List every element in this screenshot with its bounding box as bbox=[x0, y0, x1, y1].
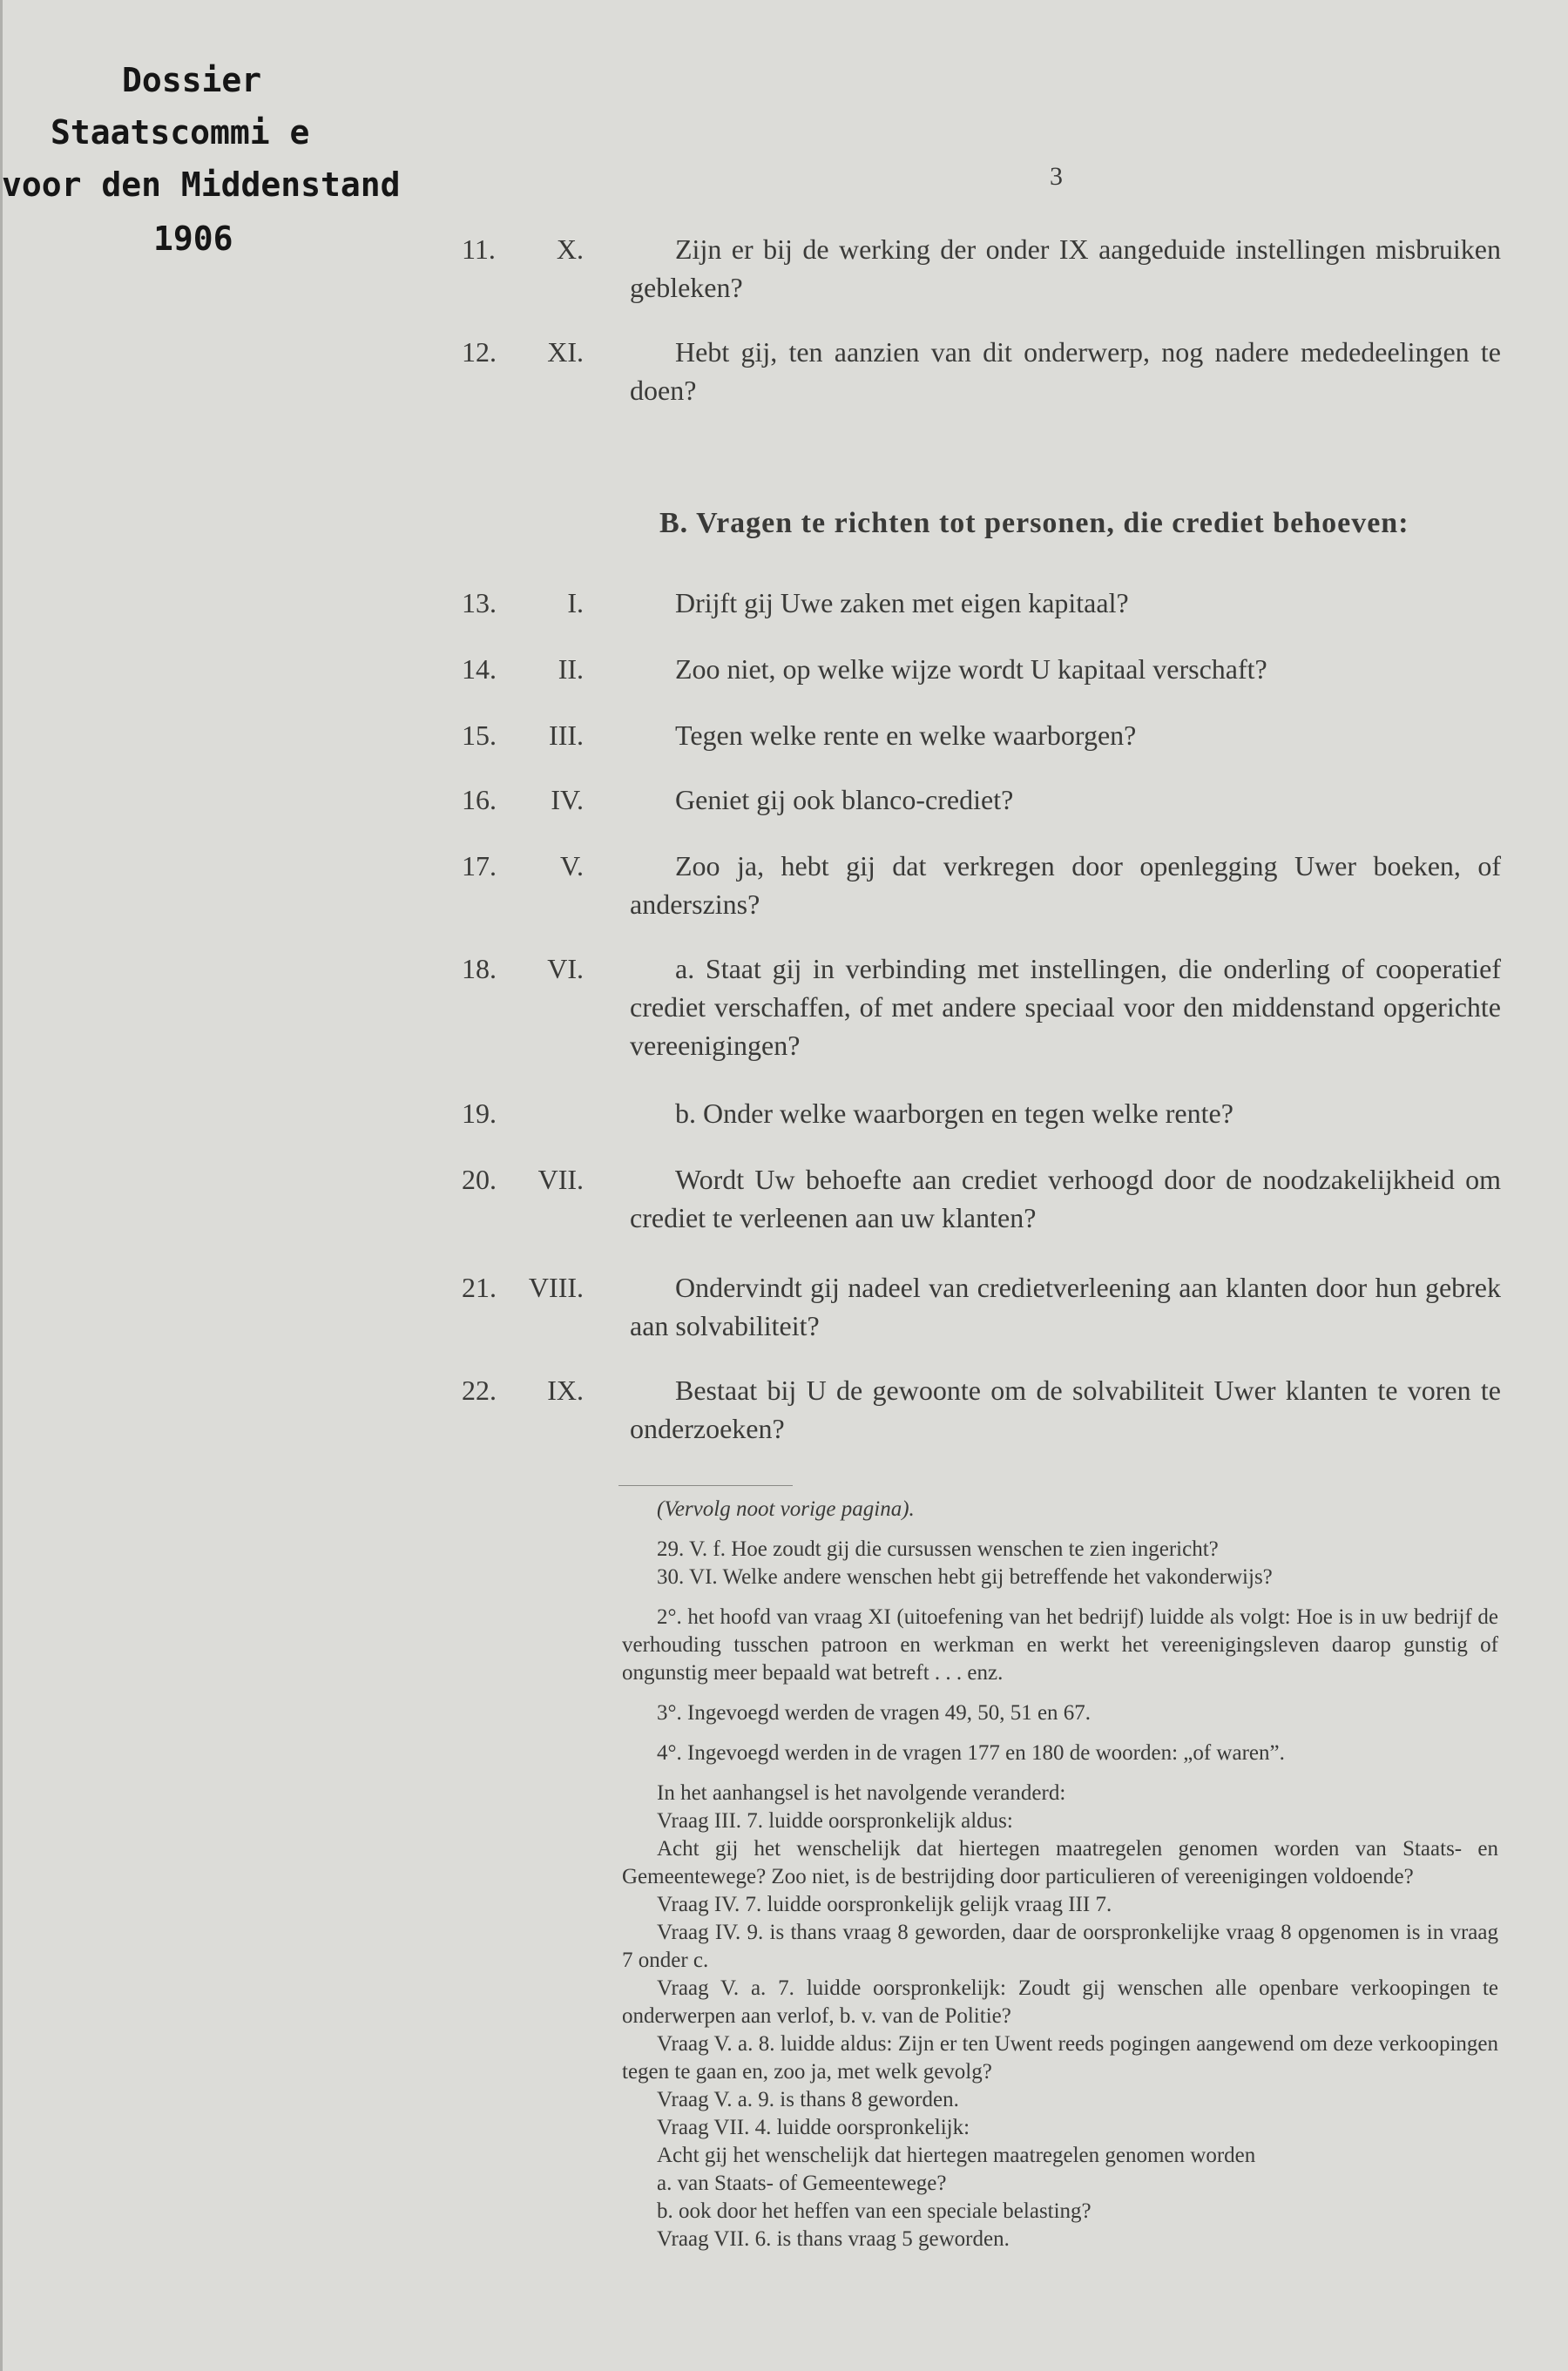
question-roman: VI. bbox=[547, 953, 584, 984]
footnote-divider bbox=[618, 1485, 793, 1486]
question-roman: V. bbox=[560, 850, 584, 882]
question-roman: VII. bbox=[537, 1164, 584, 1195]
question-text: Zoo niet, op welke wijze wordt U kapitaal verschaft? bbox=[675, 653, 1267, 685]
footnote-point-3: 3°. Ingevoegd werden de vragen 49, 50, 51 en 67. bbox=[657, 1701, 1092, 1725]
footnote-point-2: 2°. het hoofd van vraag XI (uitoefening van het bedrijf) luidde als volgt: Hoe is in uw bedrijf de verhouding tusschen patroon en werkman en werkt het vereenigingsleven daarop gunstig of ongunstig meer bepaald wat betreft . . . enz. bbox=[622, 1605, 1498, 1685]
footnote-point-4: 4°. Ingevoegd werden in de vragen 177 en 180 de woorden: „of waren”. bbox=[657, 1741, 1285, 1765]
question-roman: II. bbox=[558, 653, 584, 685]
scan-edge bbox=[0, 0, 3, 2371]
question-number: 22. bbox=[462, 1375, 497, 1406]
question-number: 12. bbox=[462, 336, 497, 368]
archive-stamp-line3: voor den Middenstand bbox=[2, 165, 401, 204]
question-roman: III. bbox=[549, 719, 584, 751]
footnote-29: 29. V. f. Hoe zoudt gij die cursussen wenschen te zien ingericht? bbox=[657, 1537, 1219, 1561]
question-text: Hebt gij, ten aanzien van dit onderwerp, nog nadere mededeelingen te doen? bbox=[630, 336, 1501, 406]
question-text: b. Onder welke waarborgen en tegen welke rente? bbox=[675, 1098, 1233, 1129]
question-text: Ondervindt gij nadeel van credietverleening aan klanten door hun gebrek aan solvabiliteit? bbox=[630, 1272, 1501, 1341]
question-number: 17. bbox=[462, 850, 497, 882]
appendix-line: Vraag VII. 6. is thans vraag 5 geworden. bbox=[657, 2227, 1010, 2251]
question-number: 16. bbox=[462, 784, 497, 815]
question-roman: X. bbox=[556, 233, 584, 265]
appendix-line: Vraag VII. 4. luidde oorspronkelijk: bbox=[657, 2116, 970, 2139]
section-heading: B. Vragen te richten tot personen, die crediet behoeven: bbox=[659, 507, 1409, 539]
question-number: 13. bbox=[462, 587, 497, 618]
question-text: Geniet gij ook blanco-crediet? bbox=[675, 784, 1014, 815]
question-number: 14. bbox=[462, 653, 497, 685]
question-roman: IX. bbox=[547, 1375, 584, 1406]
question-number: 20. bbox=[462, 1164, 497, 1195]
archive-stamp-line4: 1906 bbox=[153, 220, 233, 258]
appendix-line: Vraag V. a. 8. luidde aldus: Zijn er ten Uwent reeds pogingen aangewend om deze verkoopingen tegen te gaan en, zoo ja, met welk gevolg? bbox=[622, 2032, 1498, 2084]
appendix-intro: In het aanhangsel is het navolgende veranderd: bbox=[657, 1781, 1066, 1805]
footnote-30: 30. VI. Welke andere wenschen hebt gij betreffende het vakonderwijs? bbox=[657, 1565, 1273, 1589]
question-text: a. Staat gij in verbinding met instellingen, die onderling of cooperatief crediet verschaffen, of met andere speciaal voor den middenstand opgerichte vereenigingen? bbox=[630, 953, 1501, 1061]
question-roman: VIII. bbox=[528, 1272, 584, 1303]
question-number: 11. bbox=[462, 233, 496, 265]
appendix-line: b. ook door het heffen van een speciale belasting? bbox=[657, 2199, 1092, 2223]
footnote-continuation: (Vervolg noot vorige pagina). bbox=[657, 1497, 915, 1521]
question-text: Zoo ja, hebt gij dat verkregen door openlegging Uwer boeken, of anderszins? bbox=[630, 850, 1501, 920]
appendix-line: Vraag IV. 9. is thans vraag 8 geworden, daar de oorspronkelijke vraag 8 opgenomen is in vraag 7 onder c. bbox=[622, 1921, 1498, 1972]
appendix-line: Vraag V. a. 9. is thans 8 geworden. bbox=[657, 2088, 959, 2111]
question-number: 21. bbox=[462, 1272, 497, 1303]
question-number: 19. bbox=[462, 1098, 497, 1129]
appendix-line: Acht gij het wenschelijk dat hiertegen maatregelen genomen worden bbox=[657, 2144, 1256, 2167]
question-roman: I. bbox=[567, 587, 584, 618]
question-text: Wordt Uw behoefte aan crediet verhoogd door de noodzakelijkheid om crediet te verleenen aan uw klanten? bbox=[630, 1164, 1501, 1233]
archive-stamp-line2: Staatscommi e bbox=[51, 113, 310, 152]
appendix-line: a. van Staats- of Gemeentewege? bbox=[657, 2172, 947, 2195]
appendix-line: Vraag III. 7. luidde oorspronkelijk aldus: bbox=[657, 1809, 1013, 1833]
question-roman: XI. bbox=[547, 336, 584, 368]
appendix-line: Vraag V. a. 7. luidde oorspronkelijk: Zoudt gij wenschen alle openbare verkoopingen te onderwerpen aan verlof, b. v. van de Politie? bbox=[622, 1976, 1498, 2028]
footnotes bbox=[622, 1496, 1498, 2253]
question-11 bbox=[462, 230, 1501, 308]
appendix-line: Vraag IV. 7. luidde oorspronkelijk gelijk vraag III 7. bbox=[657, 1893, 1112, 1916]
page-number: 3 bbox=[1050, 162, 1063, 191]
question-12 bbox=[462, 333, 1501, 411]
question-number: 15. bbox=[462, 719, 497, 751]
question-roman: IV. bbox=[551, 784, 584, 815]
question-number: 18. bbox=[462, 953, 497, 984]
archive-stamp-line1: Dossier bbox=[122, 61, 262, 99]
question-text: Bestaat bij U de gewoonte om de solvabiliteit Uwer klanten te voren te onderzoeken? bbox=[630, 1375, 1501, 1444]
question-text: Tegen welke rente en welke waarborgen? bbox=[675, 719, 1137, 751]
appendix-line: Acht gij het wenschelijk dat hiertegen maatregelen genomen worden van Staats- en Gemeentewege? Zoo niet, is de bestrijding door particulieren of vereenigingen voldoende? bbox=[622, 1837, 1498, 1888]
question-text: Zijn er bij de werking der onder IX aangeduide instellingen misbruiken gebleken? bbox=[630, 233, 1501, 303]
question-text: Drijft gij Uwe zaken met eigen kapitaal? bbox=[675, 587, 1129, 618]
